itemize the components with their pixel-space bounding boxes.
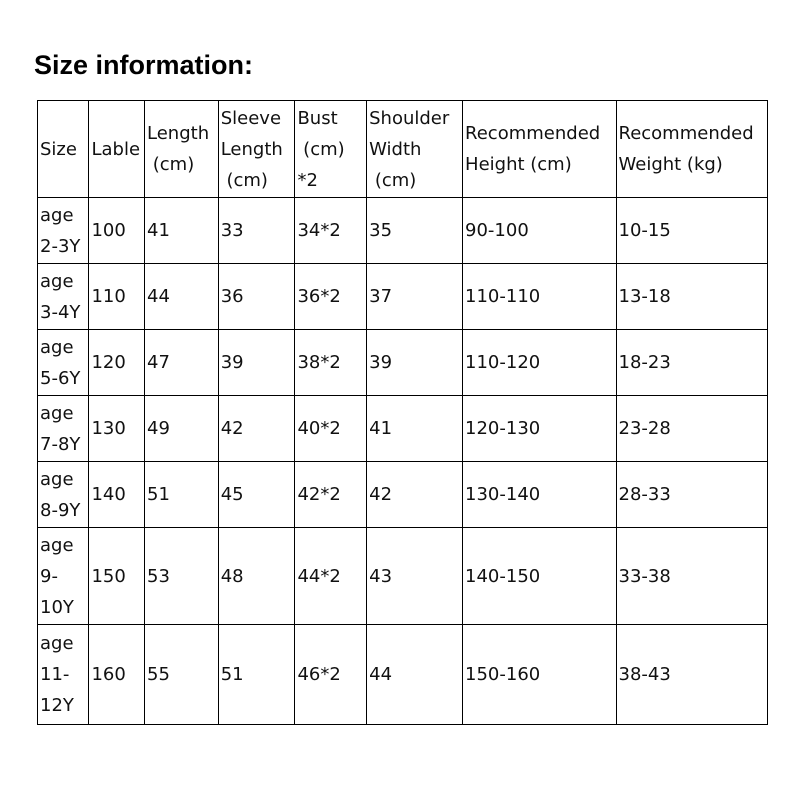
cell-recommended-height: 110-110 <box>463 264 616 330</box>
cell-label: 110 <box>89 264 145 330</box>
table-row <box>38 330 768 396</box>
cell-label: 120 <box>89 330 145 396</box>
cell-sleeve-length: 45 <box>218 462 295 528</box>
cell-bust: 40*2 <box>295 396 367 462</box>
cell-size: age 7-8Y <box>38 396 89 462</box>
cell-shoulder-width: 44 <box>367 625 463 725</box>
cell-size: age 11- 12Y <box>38 625 89 725</box>
cell-sleeve-length: 48 <box>218 528 295 625</box>
cell-sleeve-length: 51 <box>218 625 295 725</box>
cell-length: 44 <box>145 264 219 330</box>
cell-bust: 36*2 <box>295 264 367 330</box>
header-sleeve-length: Sleeve Length (cm) <box>218 101 295 198</box>
cell-size: age 3-4Y <box>38 264 89 330</box>
cell-length: 41 <box>145 198 219 264</box>
cell-sleeve-length: 42 <box>218 396 295 462</box>
cell-bust: 46*2 <box>295 625 367 725</box>
cell-recommended-height: 90-100 <box>463 198 616 264</box>
table-row <box>38 396 768 462</box>
cell-length: 55 <box>145 625 219 725</box>
table-header-row <box>38 101 768 198</box>
cell-label: 150 <box>89 528 145 625</box>
cell-size: age 8-9Y <box>38 462 89 528</box>
cell-label: 160 <box>89 625 145 725</box>
page-title: Size information: <box>34 50 254 80</box>
cell-bust: 38*2 <box>295 330 367 396</box>
cell-recommended-weight: 38-43 <box>616 625 768 725</box>
cell-shoulder-width: 39 <box>367 330 463 396</box>
cell-shoulder-width: 35 <box>367 198 463 264</box>
size-table <box>37 100 768 725</box>
cell-sleeve-length: 36 <box>218 264 295 330</box>
header-size: Size <box>38 101 89 198</box>
cell-label: 140 <box>89 462 145 528</box>
cell-shoulder-width: 42 <box>367 462 463 528</box>
table-row <box>38 198 768 264</box>
table-row <box>38 264 768 330</box>
cell-length: 49 <box>145 396 219 462</box>
cell-size: age 9- 10Y <box>38 528 89 625</box>
cell-length: 51 <box>145 462 219 528</box>
header-shoulder-width: Shoulder Width (cm) <box>367 101 463 198</box>
cell-size: age 2-3Y <box>38 198 89 264</box>
cell-recommended-weight: 23-28 <box>616 396 768 462</box>
cell-bust: 44*2 <box>295 528 367 625</box>
header-recommended-weight: Recommended Weight (kg) <box>616 101 768 198</box>
header-label: Lable <box>89 101 145 198</box>
cell-recommended-weight: 10-15 <box>616 198 768 264</box>
header-length: Length (cm) <box>145 101 219 198</box>
cell-recommended-weight: 33-38 <box>616 528 768 625</box>
cell-bust: 34*2 <box>295 198 367 264</box>
table-row <box>38 462 768 528</box>
cell-recommended-height: 130-140 <box>463 462 616 528</box>
cell-sleeve-length: 33 <box>218 198 295 264</box>
cell-recommended-weight: 13-18 <box>616 264 768 330</box>
table-row <box>38 625 768 725</box>
cell-length: 47 <box>145 330 219 396</box>
cell-recommended-weight: 28-33 <box>616 462 768 528</box>
cell-recommended-height: 150-160 <box>463 625 616 725</box>
cell-bust: 42*2 <box>295 462 367 528</box>
cell-recommended-height: 120-130 <box>463 396 616 462</box>
cell-shoulder-width: 41 <box>367 396 463 462</box>
cell-shoulder-width: 43 <box>367 528 463 625</box>
cell-shoulder-width: 37 <box>367 264 463 330</box>
cell-size: age 5-6Y <box>38 330 89 396</box>
cell-label: 130 <box>89 396 145 462</box>
cell-recommended-height: 140-150 <box>463 528 616 625</box>
table-row <box>38 528 768 625</box>
cell-recommended-weight: 18-23 <box>616 330 768 396</box>
cell-label: 100 <box>89 198 145 264</box>
cell-length: 53 <box>145 528 219 625</box>
cell-sleeve-length: 39 <box>218 330 295 396</box>
cell-recommended-height: 110-120 <box>463 330 616 396</box>
header-bust: Bust (cm) *2 <box>295 101 367 198</box>
header-recommended-height: Recommended Height (cm) <box>463 101 616 198</box>
